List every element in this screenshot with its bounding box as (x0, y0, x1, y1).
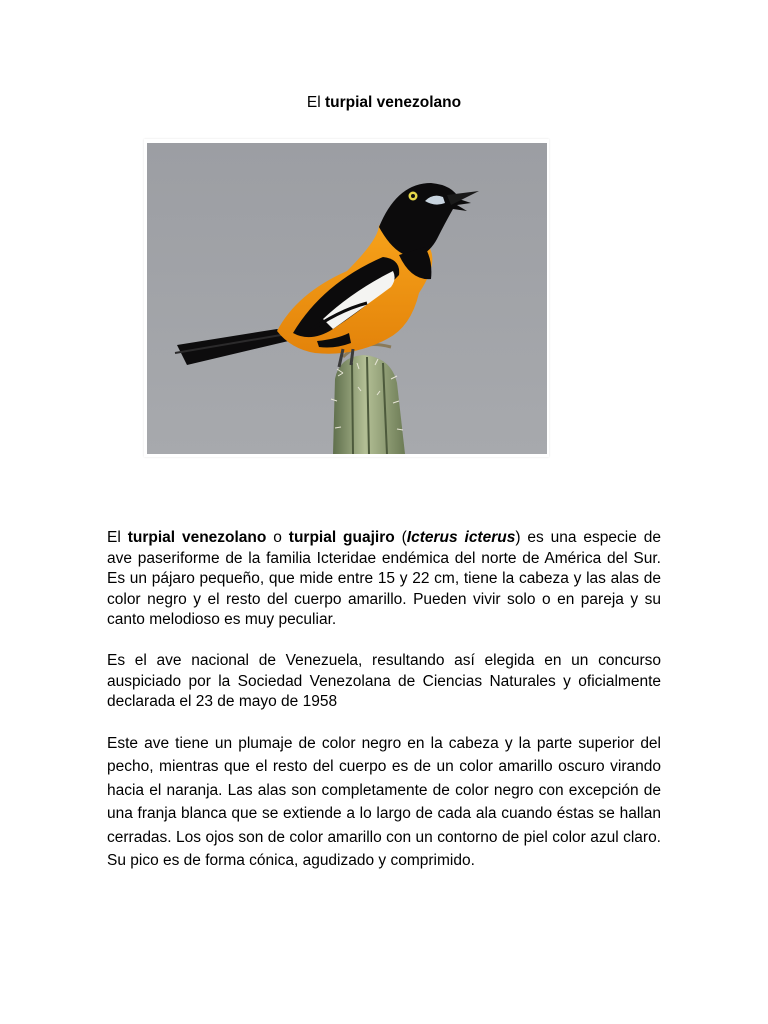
paragraph-3: Este ave tiene un plumaje de color negro en la cabeza y la parte superior del pecho, mientras que el resto del cuerpo es de un color amarillo oscuro virando hacia el naranja. Las alas son completamente de color negro con excepción de una franja blanca que se extiende a lo largo de cada ala cuando éstas se hallan cerradas. Los ojos son de color amarillo con un contorno de piel color azul claro. Su pico es de forma cónica, agudizado y comprimido. (107, 735, 661, 870)
p1-seg-5-scientific-name: Icterus icterus (406, 529, 516, 546)
photo-frame (144, 139, 549, 457)
paragraph-1 (107, 528, 661, 631)
p1-seg-3: turpial guajiro (288, 529, 395, 546)
p1-seg-0: El (107, 529, 128, 546)
p1-seg-4: ( (394, 529, 407, 546)
title-prefix: El (306, 94, 325, 111)
p1-seg-2: o (266, 529, 289, 546)
page-title (0, 93, 768, 113)
turpial-bird-photo (147, 143, 547, 454)
p1-seg-6: ) es una especie de ave paseriforme de la familia Icteridae endémica del norte de América del Sur. Es un pájaro pequeño, que mide entre 15 y 22 cm, tiene la cabeza y las alas de color negro y el resto del cuerpo amarillo. Pueden vivir solo o en pareja y su canto melodioso es muy peculiar. (107, 529, 661, 629)
paragraph-2: Es el ave nacional de Venezuela, resultando así elegida en un concurso auspiciado por la Sociedad Venezolana de Ciencias Naturales y oficialmente declarada el 23 de mayo de 1958 (107, 652, 661, 711)
title-bold: turpial venezolano (325, 94, 462, 111)
p1-seg-1: turpial venezolano (127, 529, 267, 546)
